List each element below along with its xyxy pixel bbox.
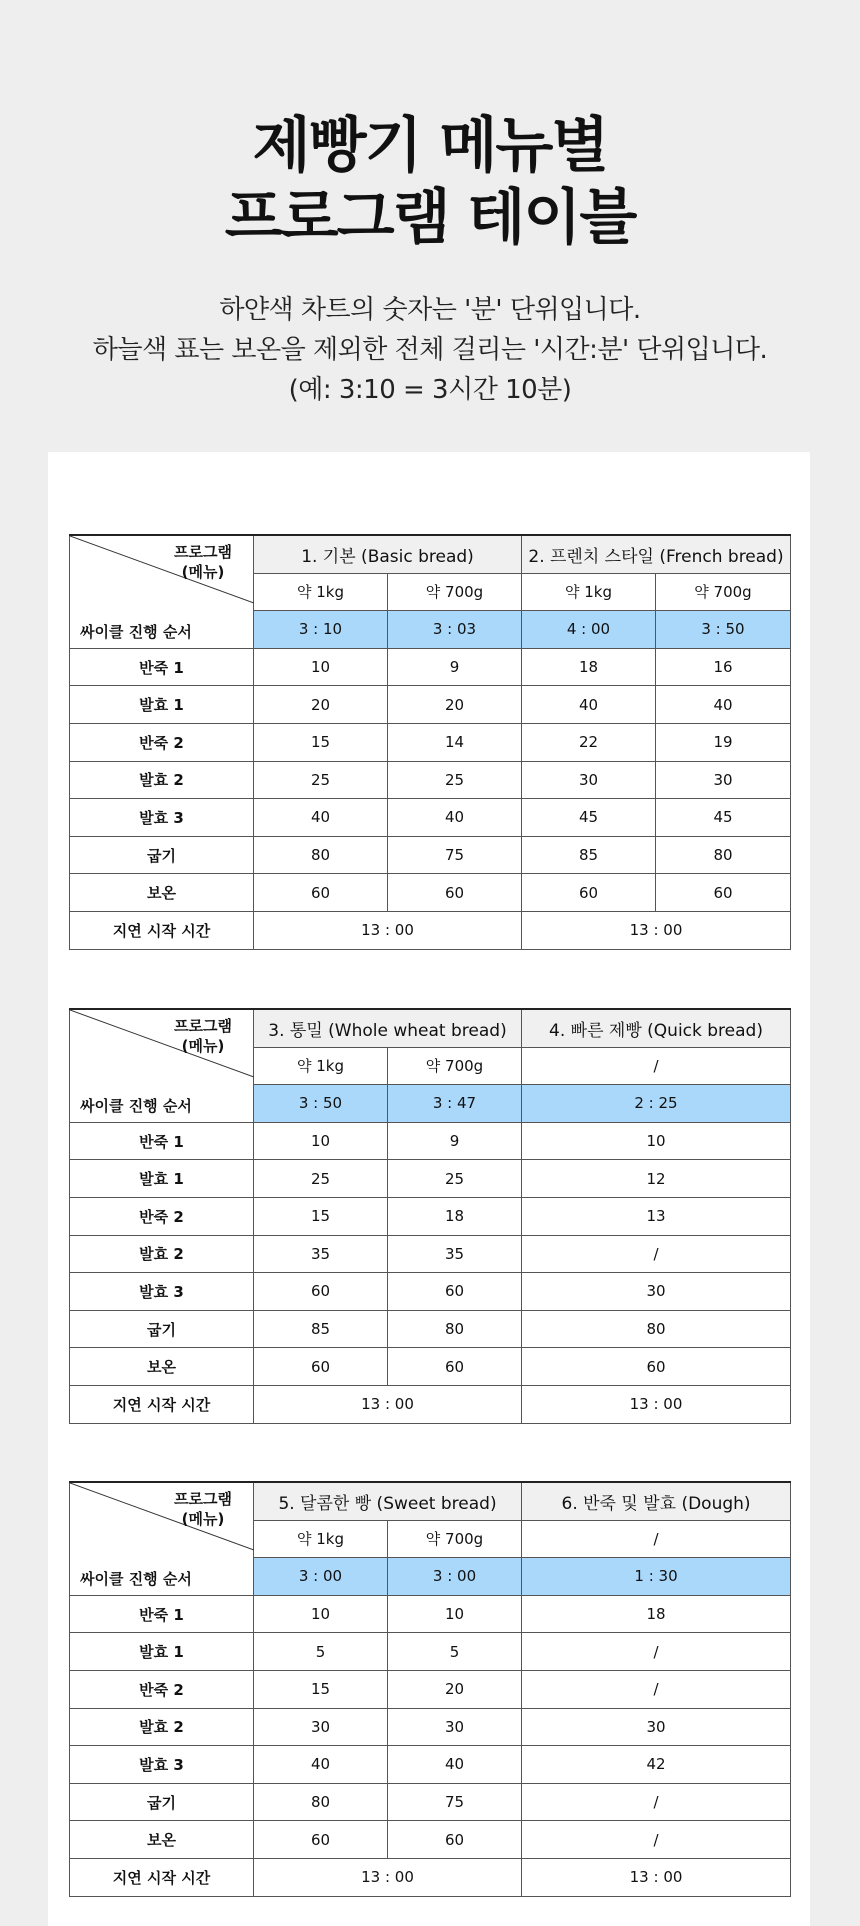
program-label: 프로그램 (메뉴) xyxy=(174,543,232,581)
delay-value: 13 : 00 xyxy=(254,911,522,949)
step-label: 굽기 xyxy=(70,1310,254,1348)
total-time-cell: 3 : 47 xyxy=(388,1085,522,1123)
step-value: 80 xyxy=(656,836,791,874)
subtitle-line-3: (예: 3:10 = 3시간 10분) xyxy=(288,375,572,405)
title-line-1: 제빵기 메뉴별 xyxy=(252,111,608,181)
step-value: 60 xyxy=(254,1821,388,1859)
step-label: 보온 xyxy=(70,1348,254,1386)
step-value: 30 xyxy=(522,1273,791,1311)
step-value: 18 xyxy=(522,1595,791,1633)
size-cell: 약 700g xyxy=(388,573,522,611)
step-value: 12 xyxy=(522,1160,791,1198)
step-row xyxy=(70,1708,791,1746)
step-row xyxy=(70,799,791,837)
delay-row xyxy=(70,1385,791,1423)
header-corner xyxy=(70,535,254,648)
menu-name: 2. 프렌치 스타일 (French bread) xyxy=(522,535,791,573)
step-label: 발효 1 xyxy=(70,1160,254,1198)
step-value: / xyxy=(522,1783,791,1821)
step-value: 42 xyxy=(522,1746,791,1784)
step-label: 발효 2 xyxy=(70,761,254,799)
step-value: 40 xyxy=(388,799,522,837)
step-value: 80 xyxy=(522,1310,791,1348)
step-value: 15 xyxy=(254,1197,388,1235)
step-value: 35 xyxy=(388,1235,522,1273)
step-label: 반죽 1 xyxy=(70,648,254,686)
total-time-cell: 3 : 03 xyxy=(388,611,522,649)
step-row xyxy=(70,1633,791,1671)
step-label: 발효 3 xyxy=(70,1746,254,1784)
step-value: 35 xyxy=(254,1235,388,1273)
delay-value: 13 : 00 xyxy=(522,1385,791,1423)
cycle-label: 싸이클 진행 순서 xyxy=(80,1096,192,1115)
step-row xyxy=(70,686,791,724)
step-row xyxy=(70,1746,791,1784)
step-value: 25 xyxy=(254,761,388,799)
step-label: 반죽 1 xyxy=(70,1595,254,1633)
step-label: 발효 2 xyxy=(70,1708,254,1746)
step-value: 9 xyxy=(388,648,522,686)
step-value: 80 xyxy=(254,1783,388,1821)
step-row xyxy=(70,648,791,686)
step-value: 60 xyxy=(254,1348,388,1386)
step-row xyxy=(70,1595,791,1633)
step-value: 20 xyxy=(388,686,522,724)
menu-name-row xyxy=(70,1009,791,1047)
step-value: 60 xyxy=(254,874,388,912)
step-value: 60 xyxy=(388,1273,522,1311)
size-cell: 약 1kg xyxy=(254,1520,388,1558)
program-table xyxy=(69,1008,791,1424)
step-value: 45 xyxy=(656,799,791,837)
step-value: 15 xyxy=(254,1670,388,1708)
size-cell: / xyxy=(522,1047,791,1085)
menu-name-row xyxy=(70,535,791,573)
step-value: 40 xyxy=(388,1746,522,1784)
step-value: 25 xyxy=(388,1160,522,1198)
menu-name: 3. 통밀 (Whole wheat bread) xyxy=(254,1009,522,1047)
step-row xyxy=(70,1273,791,1311)
step-row xyxy=(70,1197,791,1235)
header-corner xyxy=(70,1482,254,1595)
step-value: 9 xyxy=(388,1122,522,1160)
menu-name-row xyxy=(70,1482,791,1520)
step-value: 20 xyxy=(254,686,388,724)
step-label: 보온 xyxy=(70,874,254,912)
subtitle-line-2: 하늘색 표는 보온을 제외한 전체 걸리는 '시간:분' 단위입니다. xyxy=(92,335,768,365)
step-label: 반죽 1 xyxy=(70,1122,254,1160)
step-value: 45 xyxy=(522,799,656,837)
size-cell: 약 700g xyxy=(656,573,791,611)
step-value: 30 xyxy=(522,761,656,799)
step-value: 85 xyxy=(522,836,656,874)
step-label: 반죽 2 xyxy=(70,1197,254,1235)
step-value: 14 xyxy=(388,723,522,761)
delay-label: 지연 시작 시간 xyxy=(70,1385,254,1423)
step-value: 30 xyxy=(522,1708,791,1746)
program-table xyxy=(69,534,791,950)
size-cell: 약 1kg xyxy=(254,573,388,611)
title-line-2: 프로그램 테이블 xyxy=(224,183,636,253)
step-row xyxy=(70,1670,791,1708)
step-label: 굽기 xyxy=(70,1783,254,1821)
step-row xyxy=(70,1783,791,1821)
step-value: 5 xyxy=(388,1633,522,1671)
step-value: / xyxy=(522,1670,791,1708)
step-row xyxy=(70,874,791,912)
step-value: 60 xyxy=(388,874,522,912)
step-value: 40 xyxy=(656,686,791,724)
menu-name: 6. 반죽 및 발효 (Dough) xyxy=(522,1482,791,1520)
step-value: 80 xyxy=(254,836,388,874)
delay-value: 13 : 00 xyxy=(254,1858,522,1896)
page-subtitle xyxy=(0,290,860,410)
step-label: 굽기 xyxy=(70,836,254,874)
step-label: 발효 1 xyxy=(70,1633,254,1671)
step-value: 15 xyxy=(254,723,388,761)
step-value: 18 xyxy=(522,648,656,686)
total-time-cell: 3 : 50 xyxy=(254,1085,388,1123)
total-time-cell: 4 : 00 xyxy=(522,611,656,649)
program-table xyxy=(69,1481,791,1897)
step-label: 발효 1 xyxy=(70,686,254,724)
total-time-cell: 3 : 00 xyxy=(388,1558,522,1596)
delay-row xyxy=(70,1858,791,1896)
step-value: 20 xyxy=(388,1670,522,1708)
step-value: 40 xyxy=(522,686,656,724)
step-value: 25 xyxy=(254,1160,388,1198)
size-cell: 약 700g xyxy=(388,1047,522,1085)
cycle-label: 싸이클 진행 순서 xyxy=(80,622,192,641)
step-value: 30 xyxy=(656,761,791,799)
delay-value: 13 : 00 xyxy=(254,1385,522,1423)
step-row xyxy=(70,1310,791,1348)
step-row xyxy=(70,1348,791,1386)
total-time-cell: 2 : 25 xyxy=(522,1085,791,1123)
step-value: 75 xyxy=(388,836,522,874)
step-row xyxy=(70,761,791,799)
step-value: 30 xyxy=(254,1708,388,1746)
step-label: 발효 2 xyxy=(70,1235,254,1273)
step-value: 60 xyxy=(388,1821,522,1859)
program-label: 프로그램 (메뉴) xyxy=(174,1490,232,1528)
step-value: 25 xyxy=(388,761,522,799)
step-value: 16 xyxy=(656,648,791,686)
step-value: 40 xyxy=(254,799,388,837)
step-value: / xyxy=(522,1235,791,1273)
step-label: 반죽 2 xyxy=(70,723,254,761)
step-value: 60 xyxy=(522,874,656,912)
step-row xyxy=(70,1122,791,1160)
size-cell: 약 1kg xyxy=(254,1047,388,1085)
step-row xyxy=(70,836,791,874)
menu-name: 5. 달콤한 빵 (Sweet bread) xyxy=(254,1482,522,1520)
size-cell: 약 1kg xyxy=(522,573,656,611)
step-value: 60 xyxy=(656,874,791,912)
step-value: 10 xyxy=(254,1595,388,1633)
size-cell: / xyxy=(522,1520,791,1558)
step-value: 10 xyxy=(388,1595,522,1633)
step-value: / xyxy=(522,1821,791,1859)
step-label: 발효 3 xyxy=(70,799,254,837)
step-value: 60 xyxy=(388,1348,522,1386)
delay-label: 지연 시작 시간 xyxy=(70,911,254,949)
step-value: 18 xyxy=(388,1197,522,1235)
cycle-label: 싸이클 진행 순서 xyxy=(80,1569,192,1588)
delay-value: 13 : 00 xyxy=(522,911,791,949)
step-value: 19 xyxy=(656,723,791,761)
delay-value: 13 : 00 xyxy=(522,1858,791,1896)
total-time-cell: 3 : 50 xyxy=(656,611,791,649)
step-label: 발효 3 xyxy=(70,1273,254,1311)
step-value: 60 xyxy=(522,1348,791,1386)
step-value: 75 xyxy=(388,1783,522,1821)
delay-row xyxy=(70,911,791,949)
step-label: 반죽 2 xyxy=(70,1670,254,1708)
step-value: 13 xyxy=(522,1197,791,1235)
step-value: / xyxy=(522,1633,791,1671)
step-row xyxy=(70,723,791,761)
step-value: 22 xyxy=(522,723,656,761)
total-time-cell: 1 : 30 xyxy=(522,1558,791,1596)
step-value: 10 xyxy=(522,1122,791,1160)
step-row xyxy=(70,1821,791,1859)
subtitle-line-1: 하얀색 차트의 숫자는 '분' 단위입니다. xyxy=(219,295,641,325)
header-corner xyxy=(70,1009,254,1122)
step-value: 85 xyxy=(254,1310,388,1348)
delay-label: 지연 시작 시간 xyxy=(70,1858,254,1896)
step-value: 30 xyxy=(388,1708,522,1746)
step-value: 10 xyxy=(254,1122,388,1160)
step-value: 60 xyxy=(254,1273,388,1311)
step-row xyxy=(70,1235,791,1273)
size-cell: 약 700g xyxy=(388,1520,522,1558)
step-value: 10 xyxy=(254,648,388,686)
menu-name: 1. 기본 (Basic bread) xyxy=(254,535,522,573)
menu-name: 4. 빠른 제빵 (Quick bread) xyxy=(522,1009,791,1047)
program-label: 프로그램 (메뉴) xyxy=(174,1017,232,1055)
step-label: 보온 xyxy=(70,1821,254,1859)
total-time-cell: 3 : 10 xyxy=(254,611,388,649)
total-time-cell: 3 : 00 xyxy=(254,1558,388,1596)
page-title xyxy=(0,110,860,254)
step-value: 40 xyxy=(254,1746,388,1784)
step-value: 5 xyxy=(254,1633,388,1671)
step-value: 80 xyxy=(388,1310,522,1348)
step-row xyxy=(70,1160,791,1198)
